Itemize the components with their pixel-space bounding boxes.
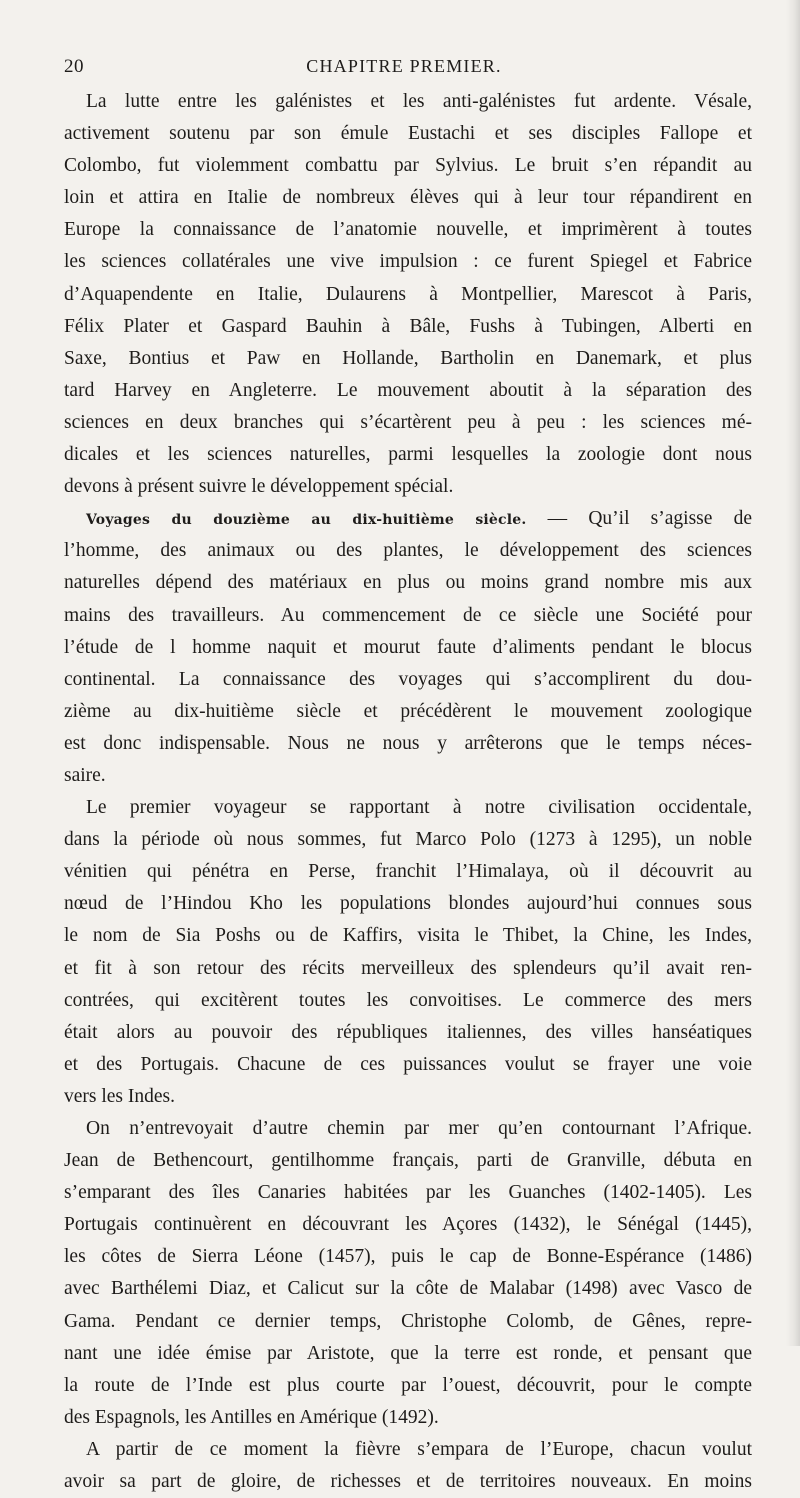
text-line: était alors au pouvoir des républiques italiennes, des villes hanséatiques: [64, 1021, 752, 1043]
body-text: [64, 86, 752, 1498]
section-heading-line: [64, 503, 752, 535]
text-line: nœud de l’Hindou Kho les populations blondes aujourd’hui connues sous: [64, 893, 752, 915]
text-line: vénitien qui pénétra en Perse, franchit l’Himalaya, où il découvrit au: [64, 861, 752, 883]
text-line: Félix Plater et Gaspard Bauhin à Bâle, Fushs à Tubingen, Alberti en: [64, 315, 752, 337]
text-line: Colombo, fut violemment combattu par Sylvius. Le bruit s’en répandit au: [64, 155, 752, 177]
text-line: les côtes de Sierra Léone (1457), puis le cap de Bonne-Espérance (1486): [64, 1246, 752, 1268]
text-line: tard Harvey en Angleterre. Le mouvement aboutit à la séparation des: [64, 379, 752, 401]
text-line: devons à présent suivre le développement spécial.: [64, 476, 454, 498]
text-line: est donc indispensable. Nous ne nous y arrêterons que le temps néces-: [64, 732, 752, 754]
text-line: vers les Indes.: [64, 1085, 176, 1107]
text-line: Gama. Pendant ce dernier temps, Christophe Colomb, de Gênes, repre-: [64, 1310, 752, 1332]
text-line: les sciences collatérales une vive impulsion : ce furent Spiegel et Fabrice: [64, 251, 752, 273]
text-line: zième au dix-huitième siècle et précédèrent le mouvement zoologique: [64, 700, 752, 722]
text-line: La lutte entre les galénistes et les anti-galénistes fut ardente. Vésale,: [86, 91, 752, 112]
text-line: contrées, qui excitèrent toutes les convoitises. Le commerce des mers: [64, 989, 752, 1011]
text-line: loin et attira en Italie de nombreux élèves qui à leur tour répandirent en: [64, 187, 752, 209]
text-line: l’étude de l homme naquit et mourut faute d’aliments pendant le blocus: [64, 636, 752, 658]
running-title: CHAPITRE PREMIER.: [306, 56, 502, 76]
text-line: A partir de ce moment la fièvre s’empara de l’Europe, chacun voulut: [86, 1438, 752, 1460]
text-line: dans la période où nous sommes, fut Marco Polo (1273 à 1295), un noble: [64, 829, 752, 851]
text-line: On n’entrevoyait d’autre chemin par mer qu’en contournant l’Afrique.: [86, 1118, 752, 1139]
paragraph-marco-polo: [64, 792, 752, 1113]
text-line: des Espagnols, les Antilles en Amérique (1492).: [64, 1406, 439, 1428]
text-line: sciences en deux branches qui s’écartèrent peu à peu : les sciences mé-: [64, 411, 752, 433]
section-heading: Voyages du douzième au dix-huitième siècle.: [86, 512, 527, 529]
section-heading-rest: — Qu’il s’agisse de: [526, 508, 752, 530]
text-line: et des Portugais. Chacune de ces puissances voulut se frayer une voie: [64, 1053, 752, 1075]
text-line: Jean de Bethencourt, gentilhomme français, parti de Granville, débuta en: [64, 1150, 752, 1172]
paragraph-afrique: [64, 1113, 752, 1434]
paragraph-fievre: [64, 1434, 752, 1498]
page-header: [64, 56, 744, 86]
text-line: avec Barthélemi Diaz, et Calicut sur la côte de Malabar (1498) avec Vasco de: [64, 1278, 752, 1300]
text-line: la route de l’Inde est plus courte par l’ouest, découvrit, pour le compte: [64, 1374, 752, 1396]
text-line: dicales et les sciences naturelles, parmi lesquelles la zoologie dont nous: [64, 444, 752, 466]
page-edge-shadow: [786, 0, 800, 1346]
text-line: l’homme, des animaux ou des plantes, le développement des sciences: [64, 540, 752, 562]
text-line: et fit à son retour des récits merveilleux des splendeurs qu’il avait ren-: [64, 957, 752, 979]
text-line: continental. La connaissance des voyages qui s’accomplirent du dou-: [64, 668, 752, 690]
paragraph-galenistes: [64, 86, 752, 503]
text-line: s’emparant des îles Canaries habitées par les Guanches (1402-1405). Les: [64, 1182, 752, 1204]
text-line: mains des travailleurs. Au commencement de ce siècle une Société pour: [64, 604, 752, 626]
text-line: saire.: [64, 764, 106, 786]
text-line: d’Aquapendente en Italie, Dulaurens à Montpellier, Marescot à Paris,: [64, 283, 752, 305]
text-line: Le premier voyageur se rapportant à notre civilisation occidentale,: [86, 797, 752, 819]
text-line: Europe la connaissance de l’anatomie nouvelle, et imprimèrent à toutes: [64, 219, 752, 241]
paragraph-voyages: [64, 503, 752, 792]
page-number: 20: [64, 56, 84, 77]
text-line: avoir sa part de gloire, de richesses et de territoires nouveaux. En moins: [64, 1471, 752, 1493]
text-line: Portugais continuèrent en découvrant les Açores (1432), le Sénégal (1445),: [64, 1214, 752, 1236]
text-line: naturelles dépend des matériaux en plus ou moins grand nombre mis aux: [64, 572, 752, 594]
text-line: nant une idée émise par Aristote, que la terre est ronde, et pensant que: [64, 1342, 752, 1364]
text-line: le nom de Sia Poshs ou de Kaffirs, visita le Thibet, la Chine, les Indes,: [64, 925, 752, 947]
text-line: activement soutenu par son émule Eustachi et ses disciples Fallope et: [64, 123, 752, 145]
text-line: Saxe, Bontius et Paw en Hollande, Bartholin en Danemark, et plus: [64, 347, 752, 369]
